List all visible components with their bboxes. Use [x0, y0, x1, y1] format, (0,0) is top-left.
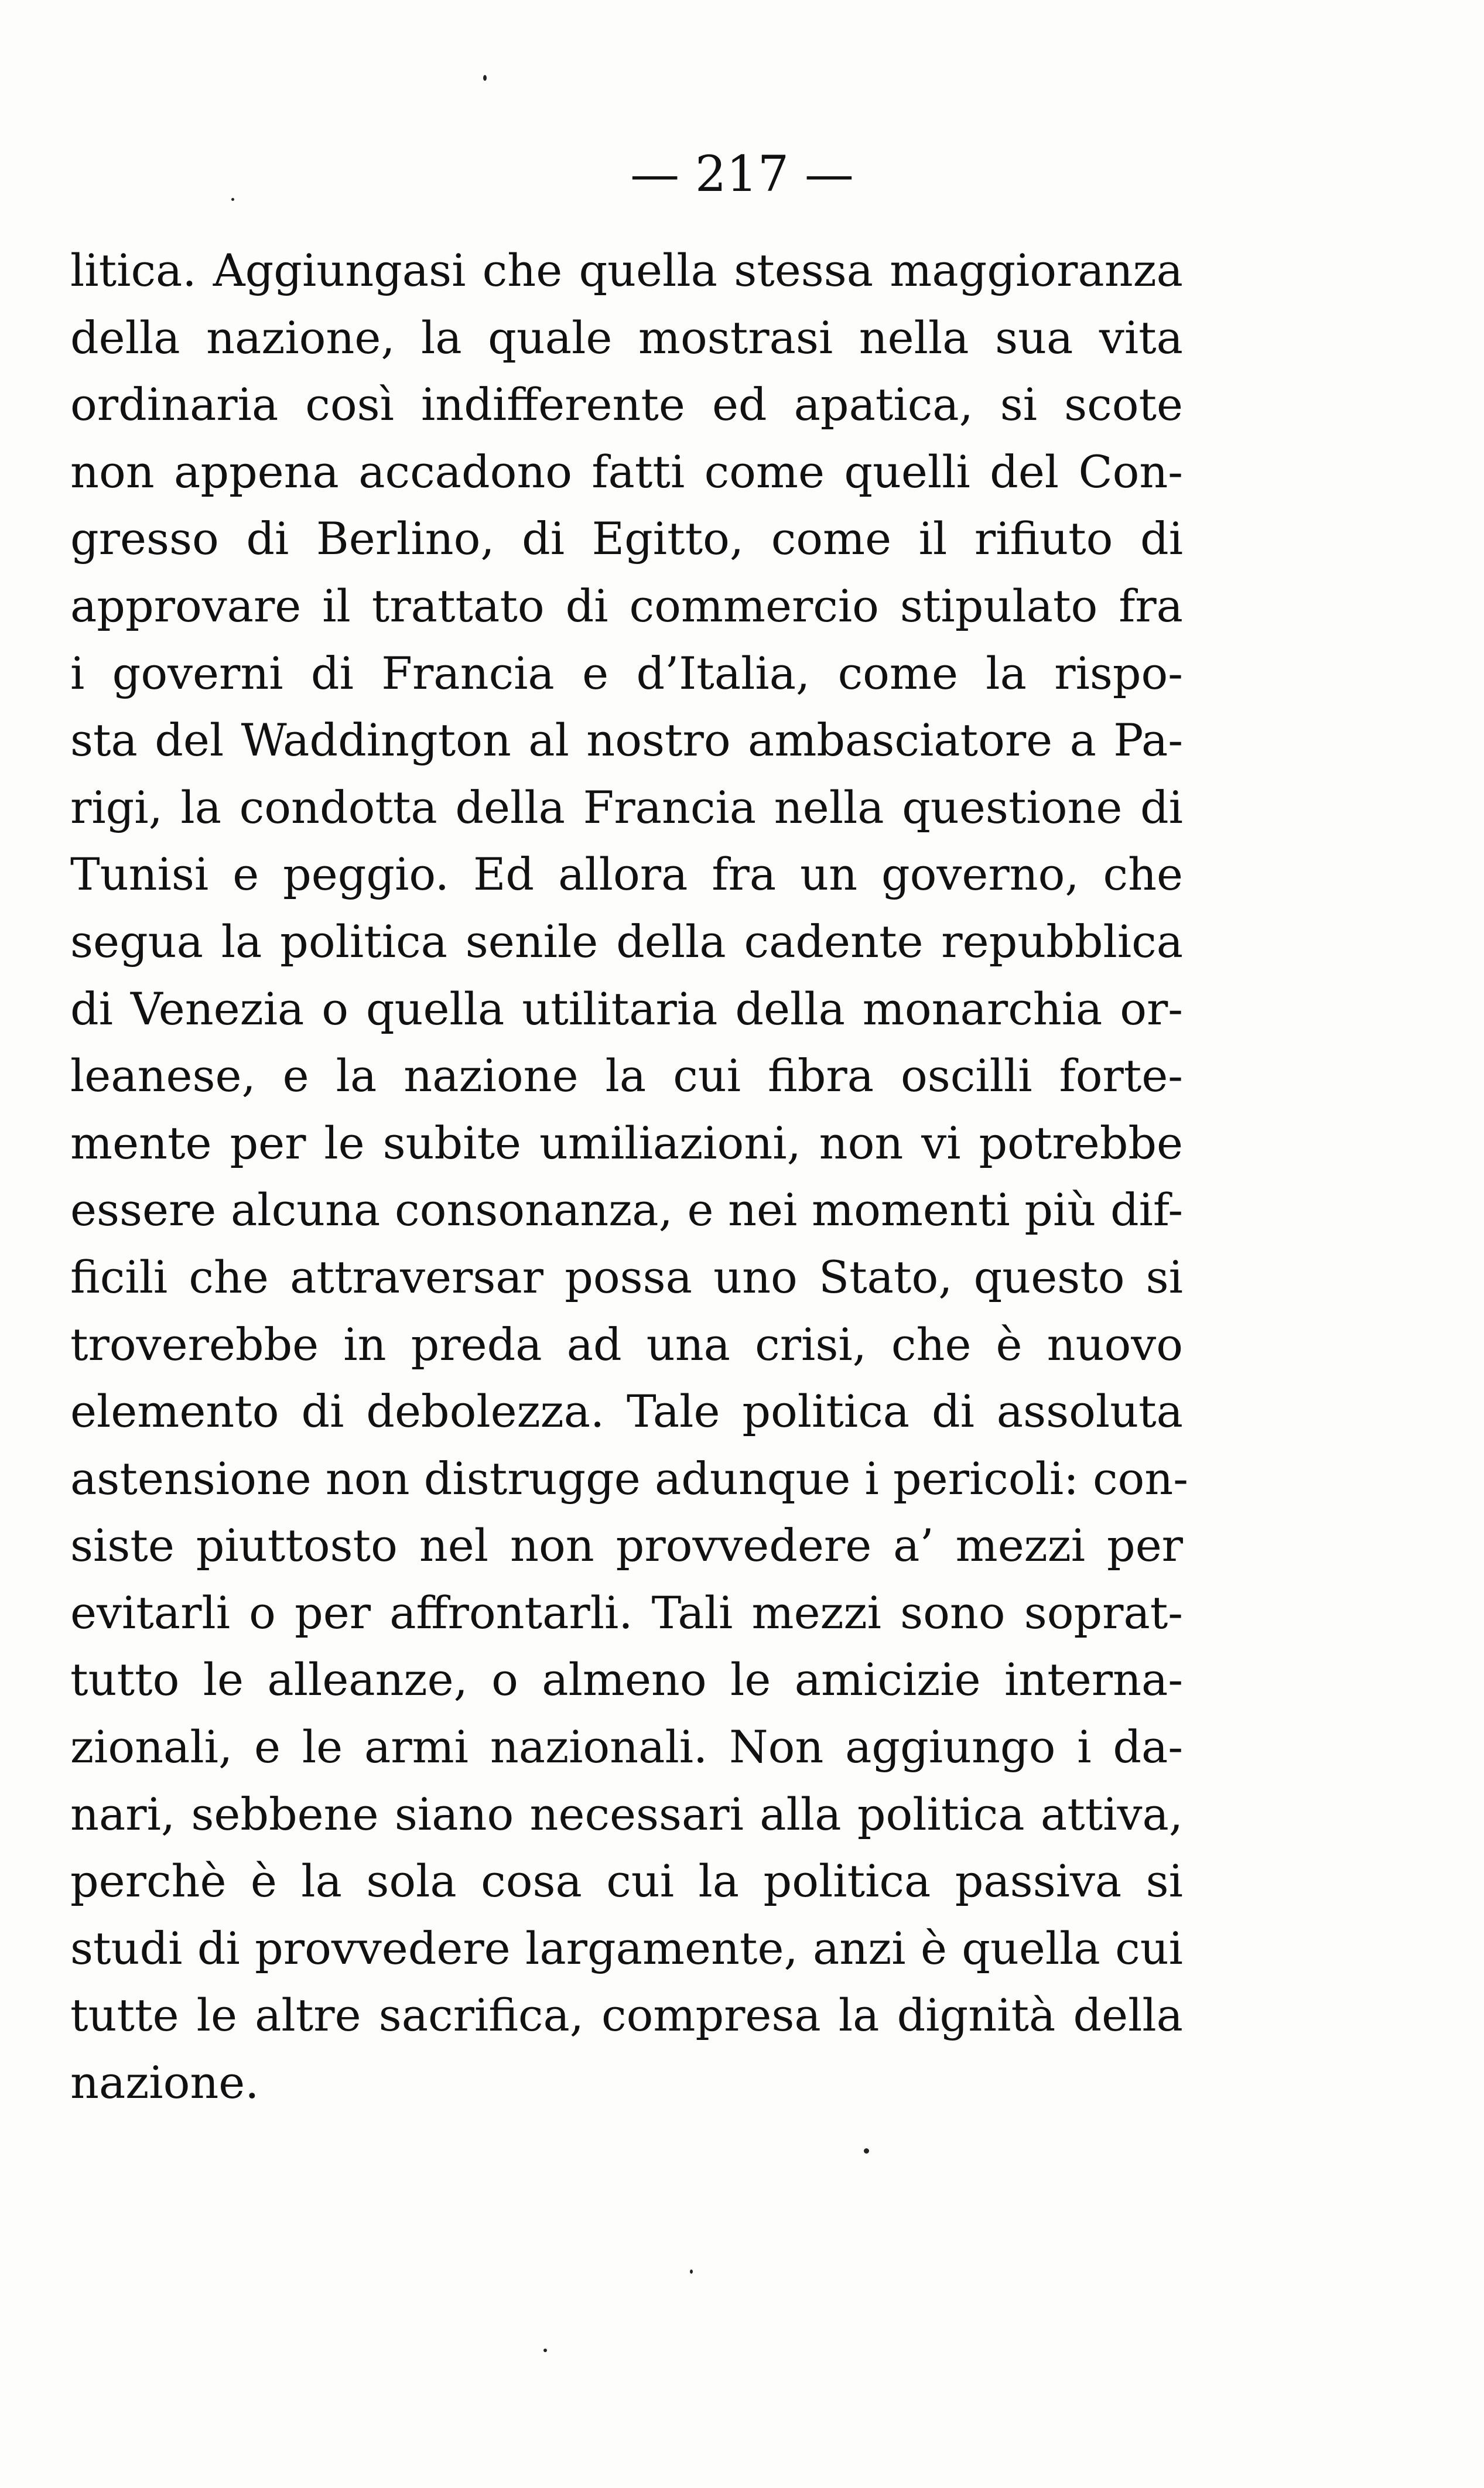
text-line: rigi, la condotta della Francia nella questione di: [70, 781, 1183, 833]
text-line: i governi di Francia e d’Italia, come la rispo-: [70, 647, 1183, 699]
text-line: segua la politica senile della cadente repubblica: [70, 915, 1183, 968]
text-line: ordinaria così indifferente ed apatica, si scote: [70, 378, 1183, 431]
text-line: perchè è la sola cosa cui la politica passiva si: [70, 1855, 1183, 1908]
text-line: nari, sebbene siano necessari alla politica attiva,: [70, 1788, 1183, 1840]
text-line: ficili che attraversar possa uno Stato, questo si: [70, 1250, 1183, 1303]
scan-speck: [231, 198, 234, 201]
text-line: litica. Aggiungasi che quella stessa maggioranza: [70, 244, 1183, 296]
text-line: essere alcuna consonanza, e nei momenti più dif-: [70, 1184, 1183, 1236]
text-line: elemento di debolezza. Tale politica di assoluta: [70, 1385, 1183, 1438]
scan-speck: [483, 75, 487, 81]
text-line: zionali, e le armi nazionali. Non aggiungo i da-: [70, 1721, 1183, 1773]
page-number: — 217 —: [630, 145, 854, 203]
text-line: Tunisi e peggio. Ed allora fra un governo, che: [70, 848, 1183, 901]
text-line: tutto le alleanze, o almeno le amicizie interna-: [70, 1653, 1183, 1706]
text-line: studi di provvedere largamente, anzi è quella cui: [70, 1922, 1183, 1974]
body-text: [70, 237, 1188, 2117]
text-line: di Venezia o quella utilitaria della monarchia or-: [70, 982, 1183, 1035]
text-line: approvare il trattato di commercio stipulato fra: [70, 579, 1183, 632]
text-line: evitarli o per affrontarli. Tali mezzi sono soprat-: [70, 1586, 1183, 1639]
scan-speck: [690, 2270, 693, 2274]
scan-speck: [543, 2349, 547, 2352]
text-line: troverebbe in preda ad una crisi, che è nuovo: [70, 1318, 1183, 1371]
text-line: astensione non distrugge adunque i pericoli: con-: [70, 1452, 1188, 1505]
text-line: tutte le altre sacrifica, compresa la dignità della: [70, 1989, 1183, 2042]
text-line: leanese, e la nazione la cui fibra oscilli forte-: [70, 1050, 1183, 1102]
scan-speck: [864, 2148, 869, 2154]
text-line: mente per le subite umiliazioni, non vi potrebbe: [70, 1116, 1183, 1169]
text-line-last: nazione.: [70, 2056, 259, 2109]
text-line: sta del Waddington al nostro ambasciatore a Pa-: [70, 714, 1183, 767]
text-line: gresso di Berlino, di Egitto, come il rifiuto di: [70, 512, 1183, 565]
text-line: non appena accadono fatti come quelli del Con-: [70, 445, 1183, 498]
text-line: della nazione, la quale mostrasi nella sua vita: [70, 311, 1183, 364]
text-line: siste piuttosto nel non provvedere a’ mezzi per: [70, 1519, 1183, 1572]
